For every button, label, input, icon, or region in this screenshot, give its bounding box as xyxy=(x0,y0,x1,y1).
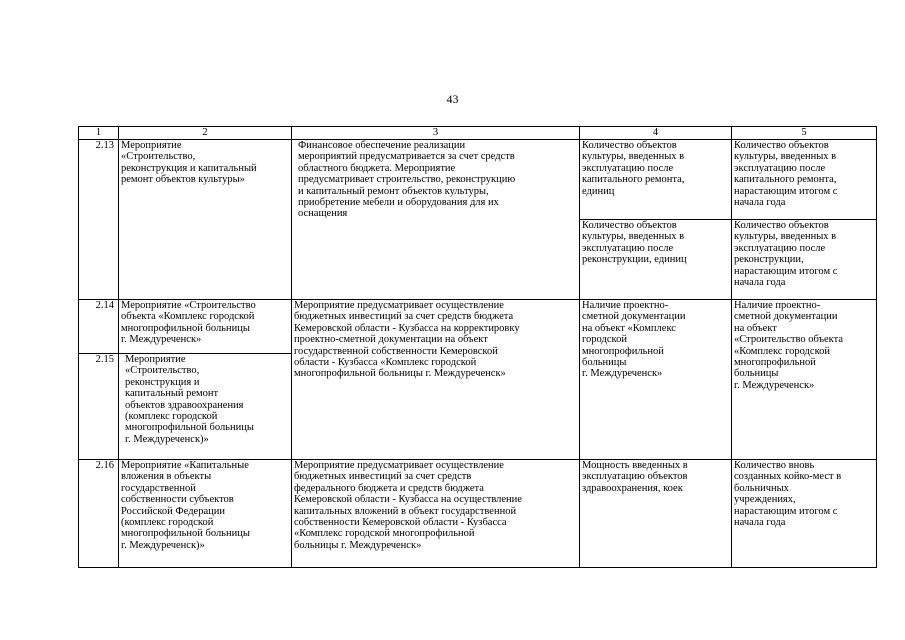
event-cell: Мероприятие «Строительство, реконструкция и капитальный ремонт объектов культуры» xyxy=(119,140,292,300)
target-cell: Количество вновь созданных койко-мест в больничных учреждениях, нарастающим итогом с начала года xyxy=(732,460,877,568)
indicator-cell: Наличие проектно- сметной документации на объект «Комплекс городской многопрофильной больницы г. Междуреченск» xyxy=(580,300,732,460)
row-number: 2.13 xyxy=(79,140,119,300)
event-cell: Мероприятие «Строительство объекта «Комплекс городской многопрофильной больницы г. Междуреченск» xyxy=(119,300,292,354)
header-col-5: 5 xyxy=(732,127,877,140)
description-cell: Финансовое обеспечение реализации мероприятий предусматривается за счет средств областного бюджета. Мероприятие предусматривает строительство, реконструкцию и капитальный ремонт объектов культуры, приобретение мебели и оборудования для их оснащения xyxy=(292,140,580,300)
target-cell: Количество объектов культуры, введенных в эксплуатацию после реконструкции, нарастающим итогом с начала года xyxy=(732,220,877,300)
indicator-cell: Мощность введенных в эксплуатацию объектов здравоохранения, коек xyxy=(580,460,732,568)
description-cell: Мероприятие предусматривает осуществление бюджетных инвестиций за счет средств федерального бюджета и средств бюджета Кемеровской области - Кузбасса на осуществление капитальных вложений в объект государственной собственности Кемеровской области - Кузбасса «Комплекс городской многопрофильной больницы г. Междуреченск» xyxy=(292,460,580,568)
header-col-4: 4 xyxy=(580,127,732,140)
event-cell: Мероприятие «Капитальные вложения в объекты государственной собственности субъектов Российской Федерации (комплекс городской многопрофильной больницы г. Междуреченск)» xyxy=(119,460,292,568)
row-number: 2.16 xyxy=(79,460,119,568)
measures-table xyxy=(78,126,877,568)
table-row xyxy=(79,140,877,220)
target-cell: Наличие проектно- сметной документации на объект «Строительство объекта «Комплекс городской многопрофильной больницы г. Междуреченск» xyxy=(732,300,877,460)
header-col-1: 1 xyxy=(79,127,119,140)
description-cell: Мероприятие предусматривает осуществление бюджетных инвестиций за счет средств бюджета Кемеровской области - Кузбасса на корректировку проектно-сметной документации на объект государственной собственности Кемеровской области - Кузбасса «Комплекс городской многопрофильной больницы г. Междуреченск» xyxy=(292,300,580,460)
row-number: 2.14 xyxy=(79,300,119,354)
target-cell: Количество объектов культуры, введенных в эксплуатацию после капитального ремонта, нарастающим итогом с начала года xyxy=(732,140,877,220)
indicator-cell: Количество объектов культуры, введенных в эксплуатацию после реконструкции, единиц xyxy=(580,220,732,300)
row-number: 2.15 xyxy=(79,354,119,460)
event-cell: Мероприятие «Строительство, реконструкция и капитальный ремонт объектов здравоохранения (комплекс городской многопрофильной больницы г. Междуреченск)» xyxy=(119,354,292,460)
page-number: 43 xyxy=(446,92,459,106)
table-header-row xyxy=(79,127,877,140)
header-col-2: 2 xyxy=(119,127,292,140)
indicator-cell: Количество объектов культуры, введенных в эксплуатацию после капитального ремонта, единиц xyxy=(580,140,732,220)
header-col-3: 3 xyxy=(292,127,580,140)
table-row xyxy=(79,300,877,354)
table-row xyxy=(79,460,877,568)
